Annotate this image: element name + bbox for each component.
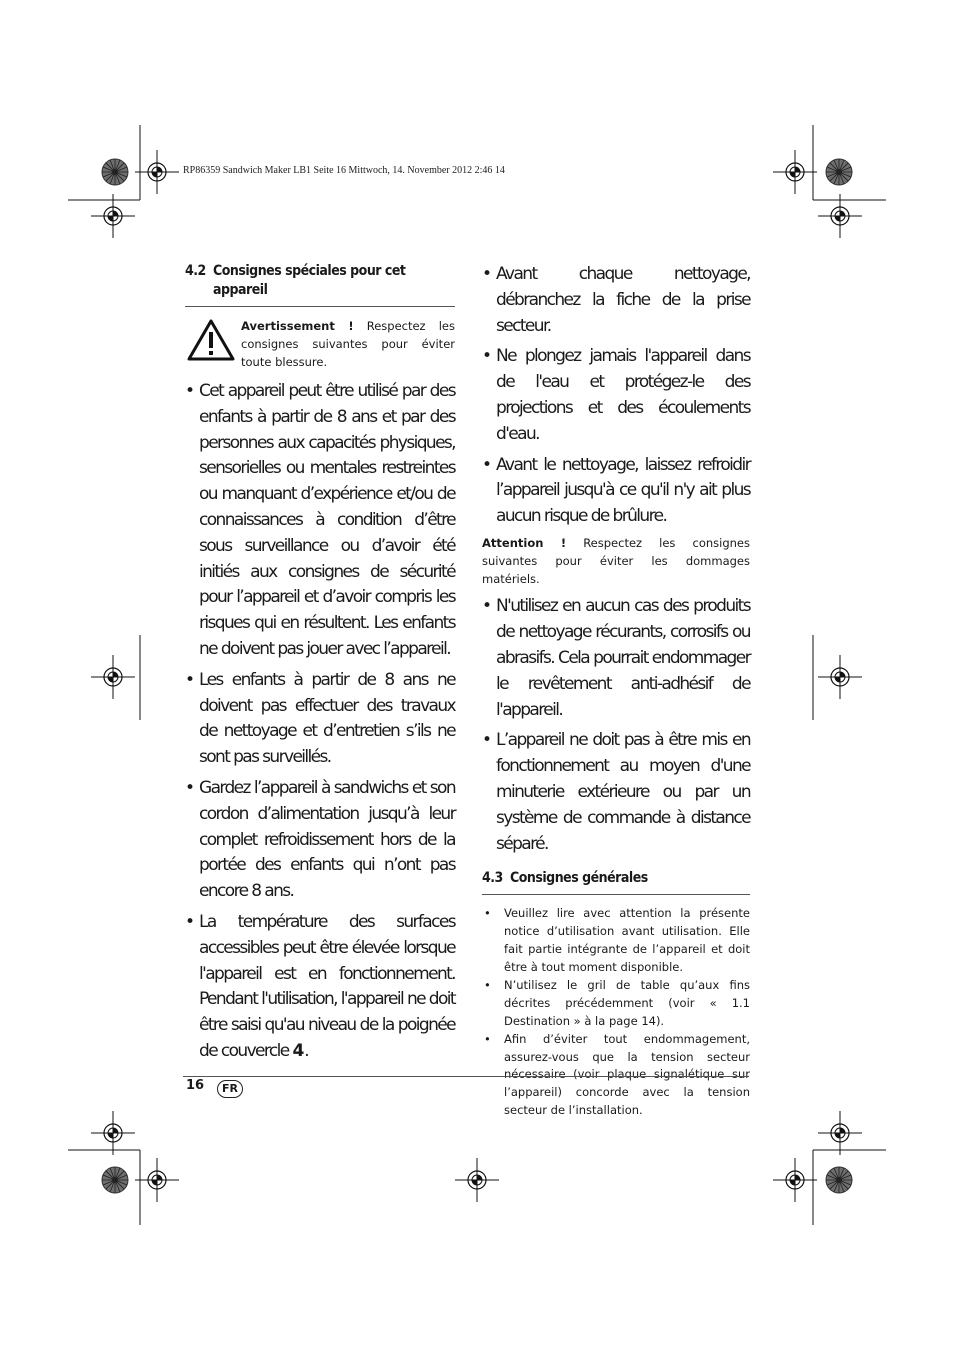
list-item (482, 977, 750, 1031)
bullet-icon: • (482, 730, 493, 751)
footer-rule (183, 1076, 749, 1077)
section-rule (482, 894, 750, 895)
list-item-text: Les enfants à partir de 8 ans ne doivent pas effectuer des travaux de nettoyage et d’entretien s’ils ne sont pas surveillés. (199, 669, 455, 768)
part-reference: 4 (292, 1040, 305, 1061)
section-title-line2: appareil (213, 282, 268, 298)
bullet-icon: • (482, 264, 493, 284)
list-item-text: Cet appareil peut être utilisé par des enfants à partir de 8 ans et par des personnes aux capacités physiques, sensorielles ou mentales restreintes ou manquant d’expérience et/ou de connaissances à condition d’être sous surveillance ou d’avoir été initiés aux consignes de sécurité pour l’appareil et d’avoir compris les risques qui en résultent. Les enfants ne doivent pas jouer avec l’appareil. (199, 381, 455, 659)
list-item (482, 905, 750, 977)
warning-label: Avertissement ! (241, 319, 354, 333)
bullet-icon: • (185, 669, 196, 690)
right-column (482, 262, 750, 1120)
list-item-text: L’appareil ne doit pas à être mis en fonctionnement au moyen d'une minuterie extérieure ou par un système de commande à distance séparé. (496, 730, 750, 854)
list-item-text: Avant le nettoyage, laissez refroidir l’appareil jusqu'à ce qu'il n'y ait plus aucun risque de brûlure. (496, 454, 750, 527)
bullet-icon: • (185, 911, 196, 932)
warning-body: Respectez les consignes suivantes pour éviter toute blessure. (241, 319, 455, 369)
section-title: Consignes générales (510, 870, 648, 887)
section-rule (185, 306, 455, 307)
right-bullet-list-b (482, 594, 750, 857)
section-heading-4-3 (482, 869, 750, 888)
list-item (185, 910, 455, 1065)
bullet-icon: • (185, 381, 196, 401)
warning-box (185, 317, 455, 379)
language-badge: FR (217, 1080, 243, 1098)
list-item-text: Veuillez lire avec attention la présente notice d’utilisation avant utilisation. Elle fait partie intégrante de l’appareil et doit être à tout moment disponible. (504, 906, 750, 975)
bullet-icon: • (484, 977, 491, 992)
list-item-text: La température des surfaces accessibles peut être élevée lorsque l'appareil est en fonctionnement. Pendant l'utilisation, l'appareil ne doit être saisi qu'au niveau de la poignée de couvercle (199, 911, 455, 1061)
list-item-text: Avant chaque nettoyage, débranchez la fiche de la prise secteur. (496, 264, 750, 336)
attention-label: Attention ! (482, 535, 567, 550)
page-number: 16 (186, 1078, 205, 1093)
list-item (482, 262, 750, 339)
list-item (482, 728, 750, 857)
list-item-text: Afin d’éviter tout endommagement, assurez-vous que la tension secteur nécessaire (voir plaque signalétique sur l’appareil) concorde avec la tension secteur de l’installation. (504, 1031, 750, 1118)
left-column (185, 262, 455, 1065)
bullet-icon: • (185, 777, 196, 798)
bullet-icon: • (482, 596, 493, 617)
section-title-line1: Consignes spéciales pour cet (213, 263, 406, 279)
list-item (482, 594, 750, 723)
list-item-text: Gardez l’appareil à sandwichs et son cordon d’alimentation jusqu’à leur complet refroidissement hors de la portée des enfants qui n’ont pas encore 8 ans. (199, 777, 455, 902)
general-notes-list (482, 905, 750, 1120)
attention-body: Respectez les consignes suivantes pour éviter les dommages matériels. (482, 535, 750, 586)
section-number: 4.2 (185, 263, 206, 279)
list-item (185, 668, 455, 771)
list-item-text: N’utilisez le gril de table qu’aux fins décrites précédemment (voir « 1.1 Destination » à la page 14). (504, 977, 750, 1028)
attention-note (482, 535, 750, 588)
section-number: 4.3 (482, 870, 503, 887)
warning-text (241, 317, 455, 371)
list-item (482, 453, 750, 530)
bullet-icon: • (482, 346, 493, 367)
print-header: RP86359 Sandwich Maker LB1 Seite 16 Mittwoch, 14. November 2012 2:46 14 (183, 165, 505, 176)
right-bullet-list-a (482, 262, 750, 530)
section-heading-4-2 (185, 262, 455, 300)
bullet-icon: • (484, 906, 491, 921)
list-item (482, 344, 750, 447)
bullet-icon: • (482, 454, 493, 475)
list-item-end: . (304, 1040, 309, 1061)
left-bullet-list (185, 379, 455, 1065)
list-item (185, 379, 455, 663)
warning-triangle-icon (187, 319, 235, 361)
list-item (185, 776, 455, 905)
list-item-text: Ne plongez jamais l'appareil dans de l'eau et protégez-le des projections et des écoulements d'eau. (496, 346, 750, 444)
bullet-icon: • (484, 1031, 491, 1046)
list-item-text: N'utilisez en aucun cas des produits de nettoyage récurants, corrosifs ou abrasifs. Cela pourrait endommager le revêtement anti-adhésif de l'appareil. (496, 596, 750, 720)
